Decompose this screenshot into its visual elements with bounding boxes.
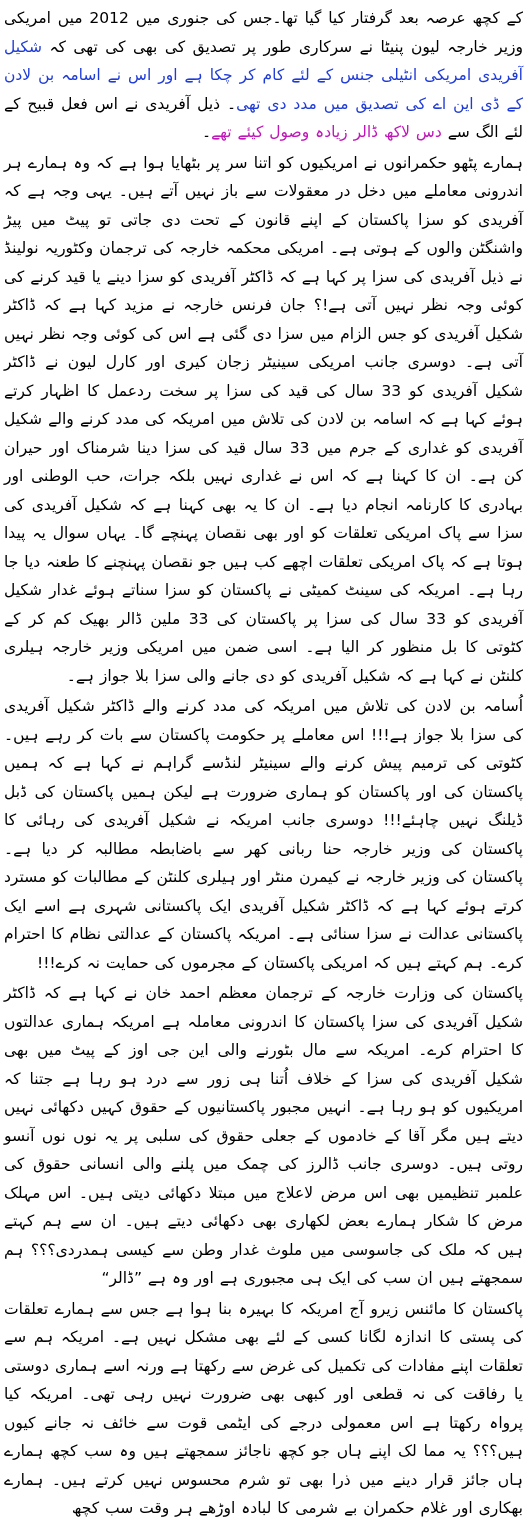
article-paragraph-1 bbox=[4, 4, 523, 147]
article-paragraph-5: پاکستان کا مائنس زیرو آج امریکہ کا بہیرہ بنا ہوا ہے جس سے ہمارے تعلقات کی پستی کا اندازہ لگانا کسی کے لئے بھی مشکل نہیں ہے۔ امریکہ ہم سے تعلقات اپنے مفادات کی تکمیل کی غرض سے رکھتا ہے ورنہ اسے ہماری دوستی یا رفاقت کی نہ قطعی اور کبھی بھی ضرورت نہیں رہی تھی۔ امریکہ کیا پرواہ رکھتا ہے اس معمولی درجے کی ایٹمی قوت سے خائف نہ جانے کیوں ہیں؟؟؟ یہ مما لک اپنے ہاں جو کچھ ناجائز سمجھتے ہیں وہ سب کچھ ہمارے ہاں جائز قرار دینے میں ذرا بھی تو شرم محسوس نہیں کرتے ہیں۔ ہمارے بھکاری اور غلام حکمران بے شرمی کا لبادہ اوڑھے ہر وقت سب کچھ bbox=[4, 1299, 523, 1517]
highlight-dna-verification: اور اس نے اسامہ بن لادن کے ڈی این اے کی تصدیق میں مدد دی تھی bbox=[4, 66, 524, 113]
paragraph-1-text-a: کے کچھ عرصہ بعد گرفتار کیا گیا تھا۔جس کی جنوری میں 2012 میں امریکی وزیر خارجہ لیون پنیٹا نے سرکاری طور پر تصدیق کی بھی کی تھی کہ bbox=[4, 9, 523, 56]
article-paragraph-4: پاکستان کی وزارت خارجہ کے ترجمان معظم احمد خان نے کہا ہے کہ ڈاکٹر شکیل آفریدی کی سزا پاکستان کا اندرونی معاملہ ہے امریکہ ہماری عدالتوں کا احترام کرے۔ امریکہ سے مال بٹورنے والی این جی اوز کے پیٹ میں بھی شکیل آفریدی کی سزا کے خلاف اُتنا ہی زور سے درد ہو رہا ہے جتنا کہ امریکیوں کو ہو رہا ہے۔ انہیں مجبور پاکستانیوں کے حقوق کہیں دکھائی نہیں دیتے ہیں مگر آقا کے خادموں کے جعلی حقوق کی سلبی پر یہ نوں نوں آنسو روتی ہیں۔ دوسری جانب ڈالرز کی چمک میں پلنے والی انسانی حقوق کی علمبر تنظیمیں بھی اس مرض لاعلاج میں مبتلا دکھائی دیتی ہیں۔ اس مہلک مرض کا شکار ہمارے بعض لکھاری بھی دکھائی دیتے ہیں۔ ان سے ہم کہتے ہیں کہ ملک کی جاسوسی میں ملوث غدار وطن سے کیسی ہمدردی؟؟؟ ہم سمجھتے ہیں ان سب کی ایک ہی مجبوری ہے اور وہ ہے ”ڈالر“ bbox=[4, 984, 523, 1287]
highlight-afridi-cia: شکیل آفریدی امریکی انٹیلی جنس کے لئے کام کر چکا ہے bbox=[4, 37, 523, 84]
article-paragraph-3: اُسامہ بن لادن کی تلاش میں امریکہ کی مدد کرنے والے ڈاکٹر شکیل آفریدی کی سزا بلا جواز ہے!!! اس معاملے پر حکومت پاکستان سے بات کر رہے ہیں۔ کٹوتی کی ترمیم پیش کرنے والے سینیٹر لنڈسے گراہم نے کہا ہے کہ ہمیں پاکستان کی اور پاکستان کو ہماری ضرورت ہے لیکن ہمیں پاکستان کی ڈبل ڈیلنگ نہیں چاہئے!!! دوسری جانب امریکہ نے شکیل آفریدی کی رہائی کا پاکستان کی وزیر خارجہ حنا ربانی کھر سے باضابطہ مطالبہ کر دیا ہے۔ پاکستان کی وزیر خارجہ نے کیمرن منٹر اور ہیلری کلنٹن کے مطالبات کو مسترد کرتے ہوئے کہا ہے کہ ڈاکٹر شکیل آفریدی ایک پاکستانی شہری ہے اسے ایک پاکستانی عدالت نے سزا سنائی ہے۔ امریکہ پاکستان کے عدالتی نظام کا احترام کرے۔ ہم کہتے ہیں کہ امریکی پاکستان کے مجرموں کی حمایت نہ کرے!!! bbox=[4, 697, 523, 972]
paragraph-1-text-c: ۔ bbox=[201, 123, 212, 141]
highlight-ten-lakh-dollars: دس لاکھ ڈالر زیادہ وصول کیئے تھے bbox=[211, 123, 442, 141]
paragraph-1-text-b: ۔ ذیل آفریدی نے اس فعل قبیح کے لئے الگ سے bbox=[4, 94, 523, 141]
article-paragraph-2: ہمارے پٹھو حکمرانوں نے امریکیوں کو اتنا سر پر بٹھایا ہوا ہے کہ وہ ہمارے ہر اندرونی معاملے میں دخل در معقولات سے باز نہیں آتے ہیں۔ یہی وجہ ہے کہ آفریدی کو سزا پاکستان کے اپنے قانون کے تحت دی جاتی تو پیٹ میں پیڑ واشنگٹن والوں کے ہوتی ہے۔ امریکی محکمہ خارجہ کی ترجمان وکٹوریہ نولینڈ نے ذیل آفریدی کی سزا پر کہا ہے کہ ڈاکٹر آفریدی کو سزا دینے یا قید کرنے کی کوئی وجہ نظر نہیں آتی ہے!؟ جان فرنس خارجہ نے مزید کہا ہے کہ ڈاکٹر شکیل آفریدی کو جس الزام میں سزا دی گئی ہے اس کی کوئی وجہ نظر نہیں آتی ہے۔ دوسری جانب امریکی سینیٹر زجان کیری اور کارل لیون نے ڈاکٹر شکیل آفریدی کو 33 سال کی قید کی سزا پر سخت ردعمل کا اظہار کرتے ہوئے کہا ہے کہ اسامہ بن لادن کی تلاش میں امریکہ کی مدد کرنے والے شکیل آفریدی کو غداری کے جرم میں 33 سال قید کی سزا دینا شرمناک اور حیران کن ہے۔ ان کا کہنا ہے کہ اس نے غداری نہیں بلکہ جرات، حب الوطنی اور بہادری کا کارنامہ انجام دیا ہے۔ ان کا یہ بھی کہنا ہے کہ شکیل آفریدی کی سزا سے پاک امریکی تعلقات کو اور بھی نقصان پہنچے گا۔ یہاں سوال یہ پیدا ہوتا ہے کہ پاک امریکی تعلقات اچھے کب ہیں جو نقصان پہنچنے کا طعنہ دیا جا رہا ہے۔ امریکہ کی سینٹ کمیٹی نے پاکستان کو سزا سناتے ہوئے غدار شکیل آفریدی کو 33 سال کی سزا پر پاکستان کی 33 ملین ڈالر بھیک کم کر کے کٹوتی کا بل منظور کر الیا ہے۔ اسی ضمن میں امریکی وزیر خارجہ ہیلری کلنٹن نے کہا ہے کہ شکیل آفریدی کو دی جانے والی سزا بلا جواز ہے۔ bbox=[4, 153, 524, 685]
